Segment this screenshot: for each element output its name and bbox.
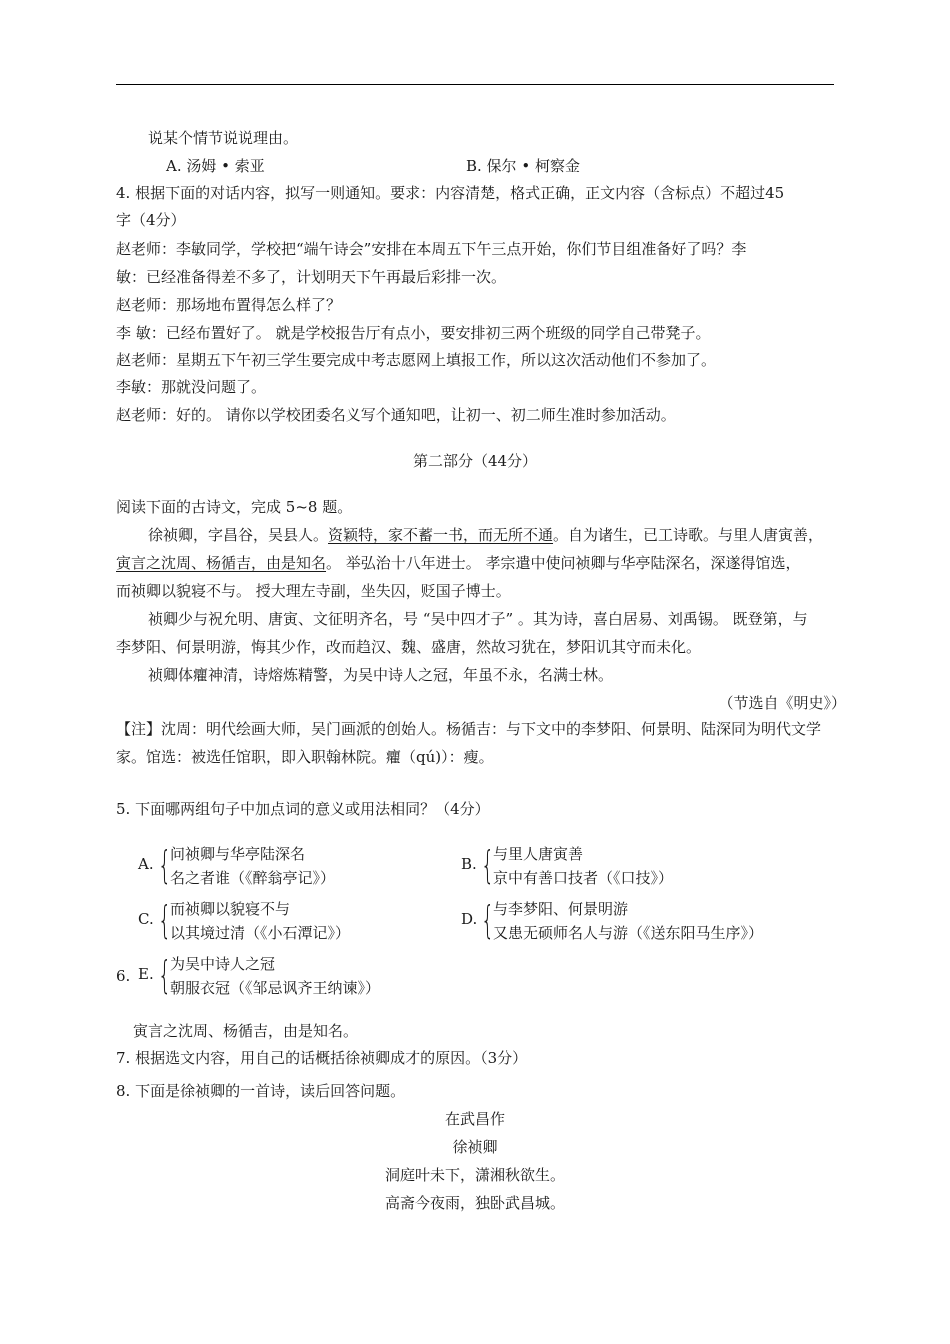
note-line: 家。馆选：被选任馆职，即入职翰林院。癯（qú)）：瘦。 [116,748,494,766]
option-letter: C. [138,910,154,928]
underlined-sentence-1: 资颖特，家不蓄一书，而无所不通 [328,526,554,544]
option-line: 与里人唐寅善 [493,845,584,863]
passage-line [116,553,801,573]
brace-icon: { [158,843,172,887]
passage-line [148,525,823,545]
q6-number: 6. [116,967,131,985]
underlined-sentence-2: 寅言之沈周、杨循吉，由是知名 [116,554,327,572]
q4-stem-line2: 字（4分） [116,211,186,229]
option-d-pair [461,898,821,948]
option-letter: D. [461,910,478,928]
dialogue-line: 赵老师：李敏同学，学校把“端午诗会”安排在本周五下午三点开始，你们节目组准备好了吗？李 [116,240,747,258]
dialogue-line: 李敏：那就没问题了。 [116,378,267,396]
option-c-pair [138,898,438,948]
section-title: 第二部分（44分） [412,452,538,470]
option-b: B. 保尔 • 柯察金 [466,157,580,175]
q4-stem-line1: 4. 根据下面的对话内容，拟写一则通知。要求：内容清楚，格式正确，正文内容（含标点）不超过45 [116,184,785,202]
passage-line: 李梦阳、何景明游，悔其少作，改而趋汉、魏、盛唐，然故习犹在，梦阳讥其守而未化。 [116,638,702,656]
passage-text: 徐祯卿，字昌谷，吴县人。 [148,526,329,544]
poem-author: 徐祯卿 [452,1138,498,1156]
option-line: 为吴中诗人之冠 [170,955,276,973]
cropped-text-remnant [136,1003,396,1011]
question-continuation: 说某个情节说说理由。 [148,129,299,147]
q6-fragment: 寅言之沈周、杨循吉，由是知名。 [133,1022,359,1040]
q5-stem: 5. 下面哪两组句子中加点词的意义或用法相同？（4分） [116,800,490,818]
option-line: 名之者谁（《醉翁亭记》） [170,869,336,887]
passage-line: 祯卿少与祝允明、唐寅、文征明齐名，号 “吴中四才子” 。其为诗，喜白居易、刘禹锡。 既登第，与 [148,610,808,628]
brace-icon: { [481,843,495,887]
option-line: 而祯卿以貌寝不与 [170,900,291,918]
passage-line: 而祯卿以貌寝不与。 授大理左寺副，坐失囚，贬国子博士。 [116,582,511,600]
poem-line: 高斋今夜雨，独卧武昌城。 [384,1194,565,1212]
option-line: 以其境过清（《小石潭记》） [170,924,351,942]
option-line: 问祯卿与华亭陆深名 [170,845,306,863]
note-line: 【注】沈周：明代绘画大师，吴门画派的创始人。杨循吉：与下文中的李梦阳、何景明、陆深同为明代文学 [116,720,822,738]
dialogue-line: 赵老师：好的。 请你以学校团委名义写个通知吧，让初一、初二师生准时参加活动。 [116,406,676,424]
passage-source: （节选自《明史》） [718,694,846,712]
option-line: 朝服衣冠（《邹忌讽齐王纳谏》） [170,979,381,997]
reading-intro: 阅读下面的古诗文，完成 5~8 题。 [116,498,353,516]
option-line: 京中有善口技者（《口技》） [493,869,674,887]
poem-line: 洞庭叶未下，潇湘秋欲生。 [384,1166,565,1184]
passage-line: 祯卿体癯神清，诗熔炼精警，为吴中诗人之冠，年虽不永，名满士林。 [148,666,614,684]
dialogue-line: 李 敏：已经布置好了。 就是学校报告厅有点小，要安排初三两个班级的同学自己带凳子。 [116,324,711,342]
option-a: A. 汤姆 • 索亚 [166,157,265,175]
option-letter: E. [138,965,154,983]
brace-icon: { [481,898,495,942]
option-letter: B. [461,855,477,873]
poem-title: 在武昌作 [444,1110,505,1128]
dialogue-line: 赵老师：那场地布置得怎么样了？ [116,296,342,314]
passage-text: 。 举弘治十八年进士。 孝宗遣中使问祯卿与华亭陆深名，深遂得馆选， [326,554,801,572]
brace-icon: { [158,953,172,997]
option-line: 与李梦阳、何景明游 [493,900,629,918]
dialogue-line: 赵老师：星期五下午初三学生要完成中考志愿网上填报工作，所以这次活动他们不参加了。 [116,351,717,369]
option-e-pair [138,953,438,1003]
option-letter: A. [138,855,154,873]
passage-text: 。自为诸生，已工诗歌。与里人唐寅善， [553,526,824,544]
option-a-pair [138,843,438,893]
dialogue-line: 敏：已经准备得差不多了，计划明天下午再最后彩排一次。 [116,268,507,286]
option-b-pair [461,843,821,893]
header-rule [116,84,834,85]
option-line: 又患无硕师名人与游（《送东阳马生序》） [493,924,764,942]
brace-icon: { [158,898,172,942]
q7-stem: 7. 根据选文内容，用自己的话概括徐祯卿成才的原因。（3分） [116,1049,528,1067]
q8-stem: 8. 下面是徐祯卿的一首诗，读后回答问题。 [116,1082,406,1100]
